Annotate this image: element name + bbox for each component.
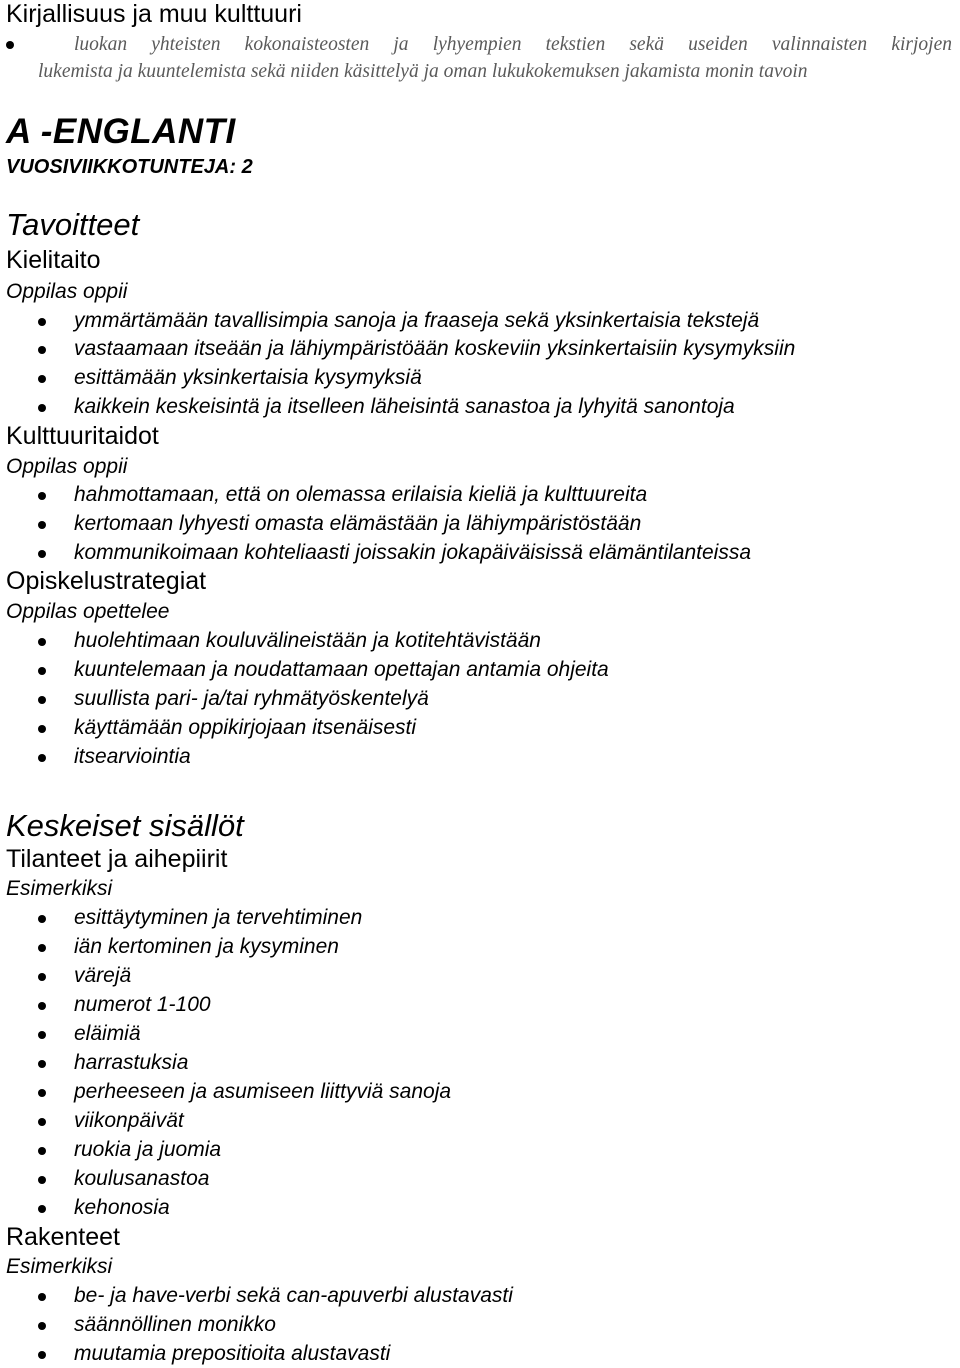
kulttuuri-intro: Oppilas oppii — [6, 455, 128, 478]
list-item: säännöllinen monikko — [74, 1313, 276, 1336]
bullet-icon — [38, 973, 46, 981]
list-item: itsearviointia — [74, 745, 191, 768]
literature-item-line-1 — [38, 31, 952, 58]
bullet-icon — [38, 1031, 46, 1039]
bullet-icon — [38, 1118, 46, 1126]
goals-heading: Tavoitteet — [6, 207, 140, 242]
list-item: numerot 1-100 — [74, 993, 211, 1016]
bullet-icon — [38, 1089, 46, 1097]
bullet-icon — [38, 1293, 46, 1301]
list-item: harrastuksia — [74, 1051, 189, 1074]
bullet-icon — [38, 667, 46, 675]
list-item: ruokia ja juomia — [74, 1138, 222, 1161]
kulttuuri-heading: Kulttuuritaidot — [6, 422, 159, 450]
bullet-icon — [38, 346, 46, 354]
list-item: be- ja have-verbi sekä can-apuverbi alustavasti — [74, 1284, 513, 1307]
list-item: hahmottamaan, että on olemassa erilaisia kieliä ja kulttuureita — [74, 483, 648, 506]
rakenteet-heading: Rakenteet — [6, 1223, 120, 1251]
subject-hours: VUOSIVIIKKOTUNTEJA: 2 — [6, 156, 253, 178]
section-heading-literature: Kirjallisuus ja muu kulttuuri — [6, 0, 302, 28]
content-heading: Keskeiset sisällöt — [6, 808, 244, 843]
list-item: suullista pari- ja/tai ryhmätyöskentelyä — [74, 687, 429, 710]
list-item: perheeseen ja asumiseen liittyviä sanoja — [74, 1080, 452, 1103]
bullet-icon — [38, 521, 46, 529]
literature-item — [38, 31, 952, 58]
list-item: muutamia prepositioita alustavasti — [74, 1342, 391, 1365]
list-item: huolehtimaan kouluvälineistään ja kotitehtävistään — [74, 629, 541, 652]
bullet-icon — [38, 1060, 46, 1068]
list-item: käyttämään oppikirjojaan itsenäisesti — [74, 716, 417, 739]
subject-title: A -ENGLANTI — [6, 112, 236, 151]
bullet-icon — [38, 492, 46, 500]
list-item: eläimiä — [74, 1022, 141, 1045]
literature-item-line-2: lukemista ja kuuntelemista sekä niiden käsittelyä ja oman lukukokemuksen jakamista monin tavoin — [38, 61, 808, 82]
list-item: ymmärtämään tavallisimpia sanoja ja fraaseja sekä yksinkertaisia tekstejä — [74, 309, 760, 332]
list-item: kehonosia — [74, 1196, 170, 1219]
bullet-icon — [38, 375, 46, 383]
bullet-icon — [38, 550, 46, 558]
list-item: värejä — [74, 964, 132, 987]
rakenteet-intro: Esimerkiksi — [6, 1255, 113, 1278]
bullet-icon — [38, 915, 46, 923]
list-item: kaikkein keskeisintä ja itselleen läheisintä sanastoa ja lyhyitä sanontoja — [74, 395, 735, 418]
kielitaito-heading: Kielitaito — [6, 246, 101, 274]
bullet-icon — [38, 696, 46, 704]
bullet-icon — [38, 1176, 46, 1184]
bullet-icon — [38, 318, 46, 326]
bullet-icon — [38, 1147, 46, 1155]
bullet-icon — [38, 1322, 46, 1330]
list-item: kertomaan lyhyesti omasta elämästään ja lähiympäristöstään — [74, 512, 642, 535]
tilanteet-intro: Esimerkiksi — [6, 877, 113, 900]
bullet-icon — [38, 638, 46, 646]
bullet-icon — [38, 754, 46, 762]
bullet-icon — [38, 1205, 46, 1213]
literature-item-text: luokan yhteisten kokonaisteosten ja lyhyempien tekstien sekä useiden valinnaisten kirjojen — [74, 34, 952, 55]
strategiat-intro: Oppilas opettelee — [6, 600, 170, 623]
bullet-icon — [6, 41, 14, 49]
list-item: koulusanastoa — [74, 1167, 210, 1190]
list-item: esittämään yksinkertaisia kysymyksiä — [74, 366, 422, 389]
bullet-icon — [38, 944, 46, 952]
list-item: esittäytyminen ja tervehtiminen — [74, 906, 363, 929]
bullet-icon — [38, 404, 46, 412]
list-item: kuuntelemaan ja noudattamaan opettajan antamia ohjeita — [74, 658, 609, 681]
list-item: kommunikoimaan kohteliaasti joissakin jokapäiväisissä elämäntilanteissa — [74, 541, 751, 564]
list-item: iän kertominen ja kysyminen — [74, 935, 339, 958]
bullet-icon — [38, 1002, 46, 1010]
tilanteet-heading: Tilanteet ja aihepiirit — [6, 845, 228, 873]
bullet-icon — [38, 1351, 46, 1359]
kielitaito-intro: Oppilas oppii — [6, 280, 128, 303]
list-item: viikonpäivät — [74, 1109, 184, 1132]
bullet-icon — [38, 725, 46, 733]
list-item: vastaamaan itseään ja lähiympäristöään koskeviin yksinkertaisiin kysymyksiin — [74, 337, 796, 360]
strategiat-heading: Opiskelustrategiat — [6, 567, 207, 595]
